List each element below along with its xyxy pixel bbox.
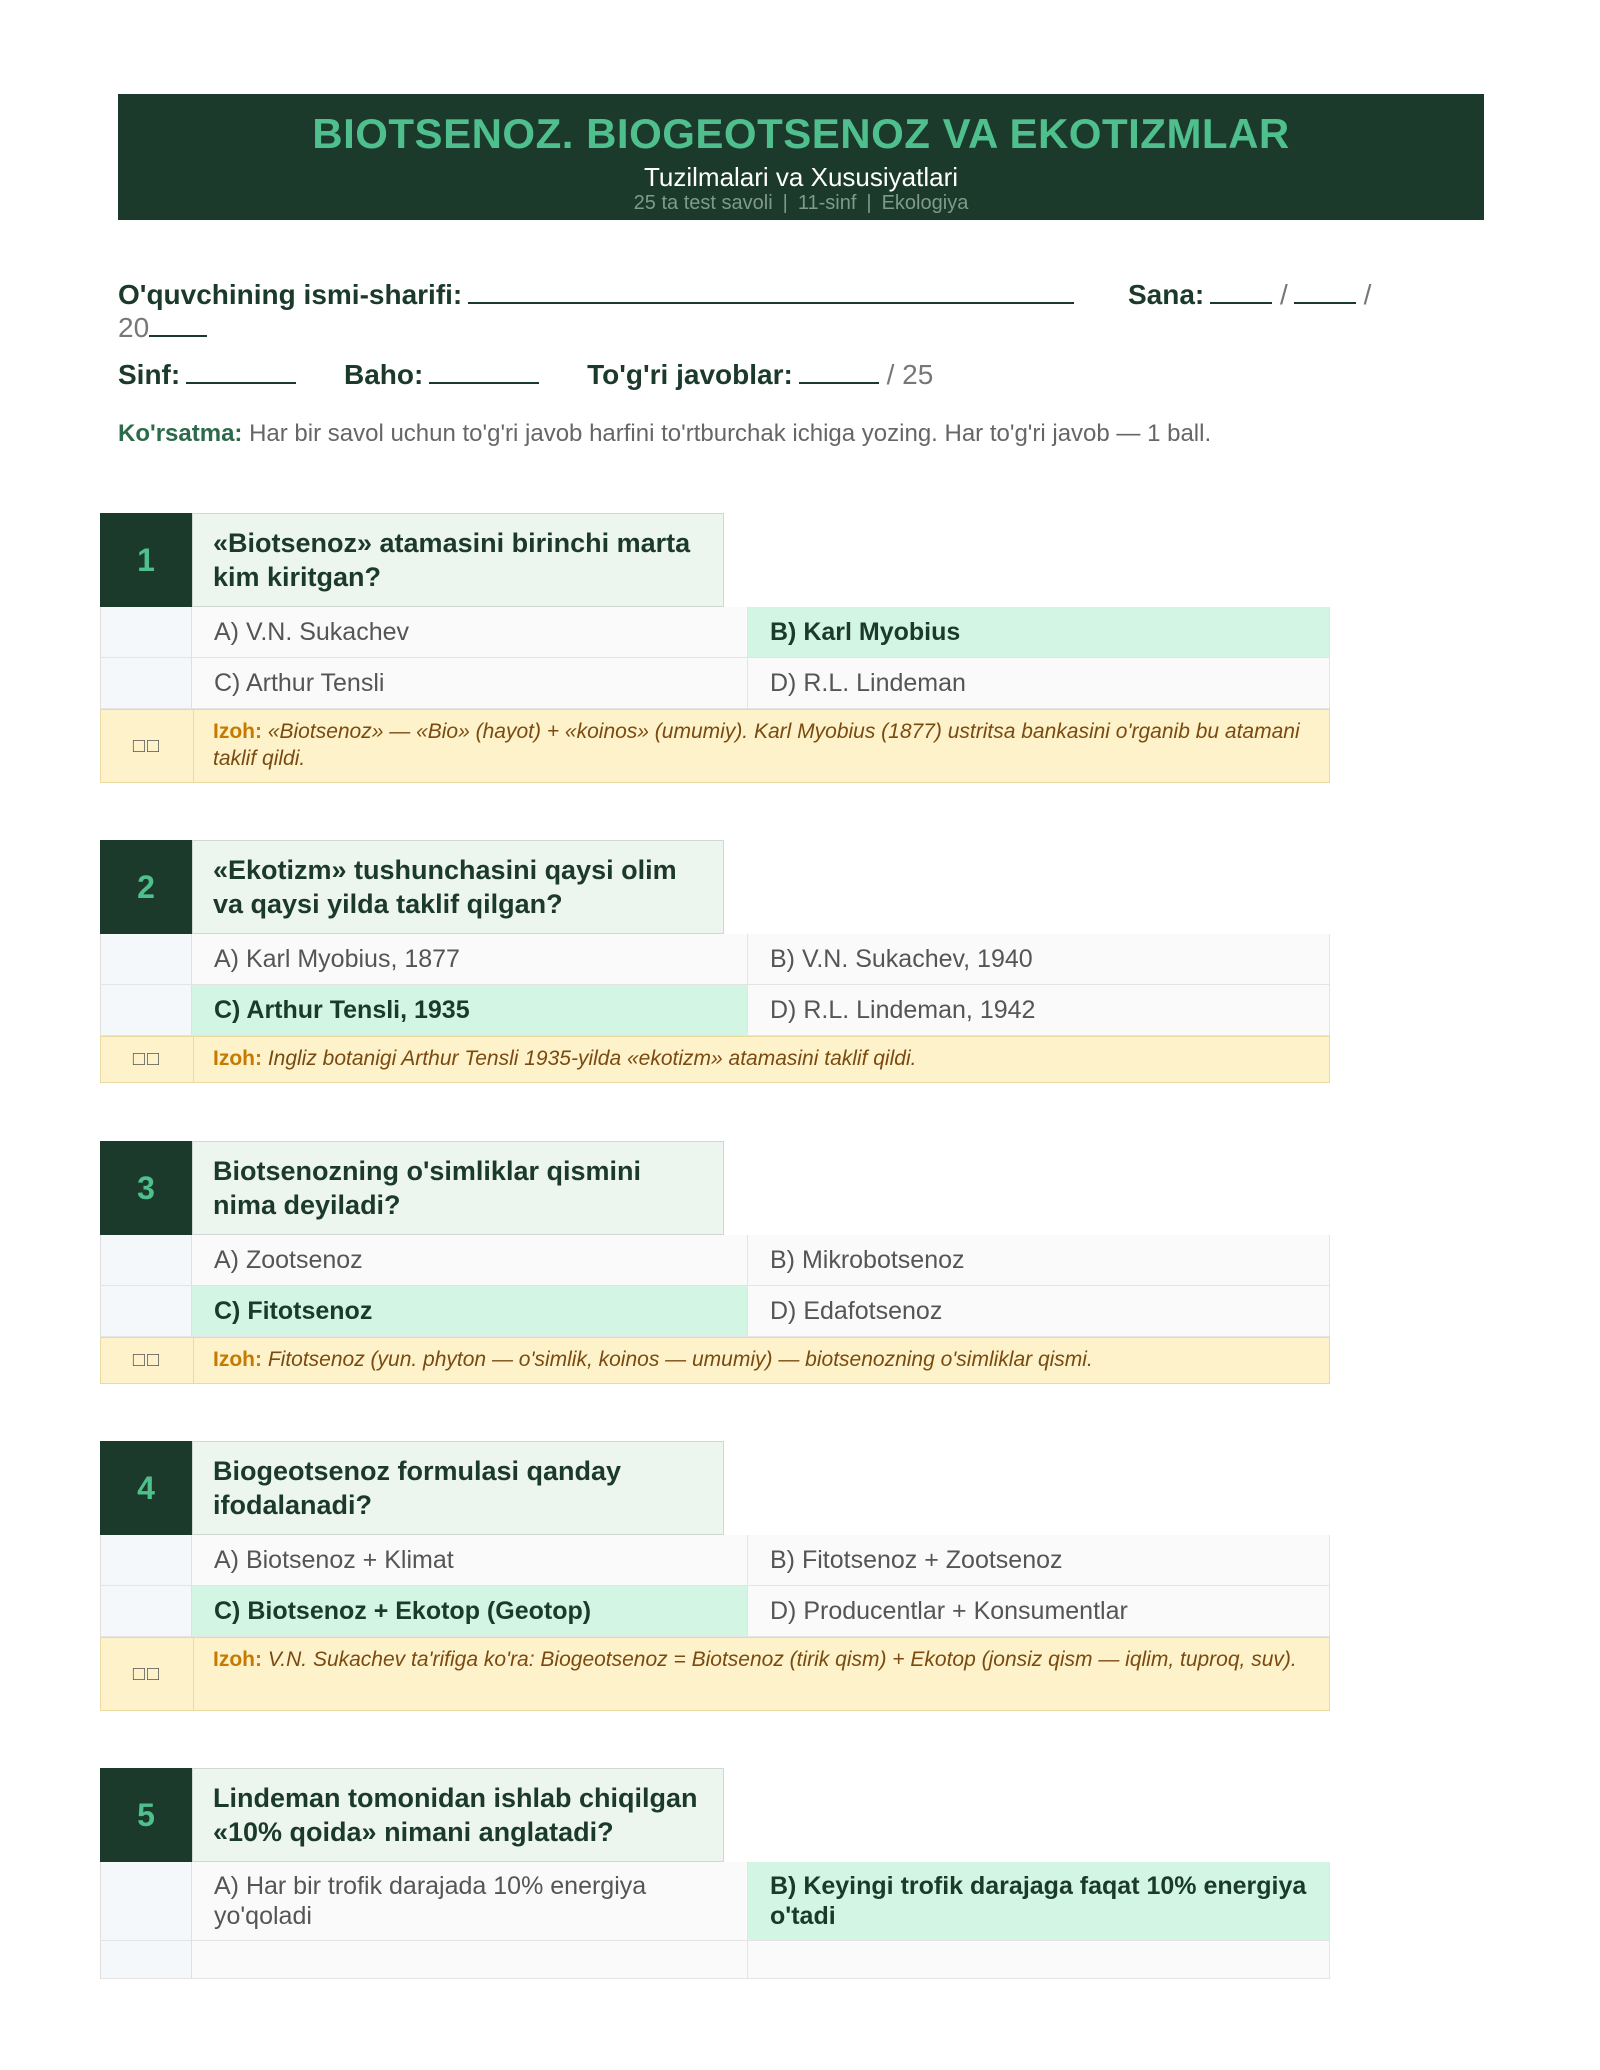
row-gutter — [100, 1941, 192, 1978]
explanation-note — [100, 709, 1330, 783]
option-b-correct[interactable]: B) Keyingi trofik darajaga faqat 10% energiya o'tadi — [748, 1862, 1330, 1940]
row-gutter — [100, 985, 192, 1035]
option-b[interactable]: B) V.N. Sukachev, 1940 — [748, 934, 1330, 984]
year-prefix: 20 — [118, 312, 150, 343]
note-label: Izoh: — [213, 1648, 262, 1671]
note-text-wrap — [193, 1638, 1329, 1681]
explanation-note — [100, 1637, 1330, 1711]
options-table — [100, 607, 1330, 783]
date-year-field[interactable] — [149, 313, 207, 337]
option-c-correct[interactable]: C) Biotsenoz + Ekotop (Geotop) — [192, 1586, 748, 1636]
note-label: Izoh: — [213, 1047, 262, 1070]
meta-subject: Ekologiya — [881, 192, 969, 214]
options-row — [100, 1286, 1330, 1337]
options-row — [100, 607, 1330, 658]
row-gutter — [100, 658, 192, 708]
option-d[interactable]: D) R.L. Lindeman — [748, 658, 1330, 708]
option-c[interactable] — [192, 1941, 748, 1978]
options-table — [100, 1862, 1330, 1979]
option-d[interactable] — [748, 1941, 1330, 1978]
options-row — [100, 1586, 1330, 1637]
grade-field[interactable] — [429, 358, 539, 384]
answer-box[interactable]: □□ — [101, 1037, 194, 1082]
option-a[interactable]: A) Zootsenoz — [192, 1235, 748, 1285]
instruction-text: Har bir savol uchun to'g'ri javob harfini to'rtburchak ichiga yozing. Har to'g'ri javob — 1 ball. — [249, 420, 1212, 447]
explanation-note — [100, 1036, 1330, 1083]
row-gutter — [100, 1862, 192, 1940]
options-table — [100, 934, 1330, 1083]
explanation-note — [100, 1337, 1330, 1384]
question-number: 4 — [100, 1441, 192, 1535]
option-b[interactable]: B) Mikrobotsenoz — [748, 1235, 1330, 1285]
date-month-field[interactable] — [1294, 278, 1356, 304]
instruction-label: Ko'rsatma: — [118, 420, 243, 447]
correct-answers-field[interactable] — [799, 358, 879, 384]
question-text: «Ekotizm» tushunchasini qaysi olim va qaysi yilda taklif qilgan? — [192, 840, 724, 934]
option-a[interactable]: A) Biotsenoz + Klimat — [192, 1535, 748, 1585]
question-number: 2 — [100, 840, 192, 934]
class-label: Sinf: — [118, 359, 181, 390]
row-gutter — [100, 1286, 192, 1336]
options-row — [100, 1535, 1330, 1586]
meta-separator: | — [782, 192, 788, 214]
name-field[interactable] — [468, 278, 1074, 304]
option-a[interactable]: A) Har bir trofik darajada 10% energiya yo'qoladi — [192, 1862, 748, 1940]
date-row — [1128, 278, 1371, 311]
meta-separator: | — [866, 192, 872, 214]
correct-answers-total: / 25 — [886, 359, 934, 390]
meta-grade: 11-sinf — [797, 192, 857, 214]
date-day-field[interactable] — [1210, 278, 1272, 304]
options-table — [100, 1235, 1330, 1384]
note-text: Fitotsenoz (yun. phyton — o'simlik, koinos — umumiy) — biotsenozning o'simliklar qismi. — [267, 1348, 1093, 1371]
name-label: O'quvchining ismi-sharifi: — [118, 279, 463, 310]
question-number: 3 — [100, 1141, 192, 1235]
note-label: Izoh: — [213, 1348, 262, 1371]
note-text-wrap — [193, 710, 1329, 780]
option-c-correct[interactable]: C) Arthur Tensli, 1935 — [192, 985, 748, 1035]
row-gutter — [100, 1235, 192, 1285]
options-row — [100, 1862, 1330, 1941]
date-label: Sana: — [1128, 279, 1205, 310]
meta-question-count: 25 ta test savoli — [633, 192, 773, 214]
options-row — [100, 658, 1330, 709]
options-table — [100, 1535, 1330, 1711]
question-number: 5 — [100, 1768, 192, 1862]
header-banner — [118, 94, 1484, 220]
option-b-correct[interactable]: B) Karl Myobius — [748, 607, 1330, 657]
name-row — [118, 278, 1074, 311]
class-field[interactable] — [186, 358, 296, 384]
row-gutter — [100, 1586, 192, 1636]
row-gutter — [100, 607, 192, 657]
option-d[interactable]: D) Edafotsenoz — [748, 1286, 1330, 1336]
options-row — [100, 1941, 1330, 1979]
row-gutter — [100, 934, 192, 984]
question-text: Biotsenozning o'simliklar qismini nima deyiladi? — [192, 1141, 724, 1235]
note-text-wrap — [193, 1338, 1329, 1381]
options-row — [100, 985, 1330, 1036]
grade-label: Baho: — [344, 359, 424, 390]
question-text: «Biotsenoz» atamasini birinchi marta kim kiritgan? — [192, 513, 724, 607]
option-d[interactable]: D) R.L. Lindeman, 1942 — [748, 985, 1330, 1035]
question-text: Biogeotsenoz formulasi qanday ifodalanadi? — [192, 1441, 724, 1535]
option-a[interactable]: A) Karl Myobius, 1877 — [192, 934, 748, 984]
date-slash: / — [1280, 279, 1288, 310]
date-slash: / — [1363, 279, 1372, 310]
page-title: BIOTSENOZ. BIOGEOTSENOZ VA EKOTIZMLAR — [312, 110, 1290, 157]
instruction-line — [118, 420, 1211, 448]
option-c-correct[interactable]: C) Fitotsenoz — [192, 1286, 748, 1336]
question-number: 1 — [100, 513, 192, 607]
correct-answers-label: To'g'ri javoblar: — [587, 359, 793, 390]
note-text-wrap — [193, 1037, 1329, 1080]
note-text: Ingliz botanigi Arthur Tensli 1935-yilda «ekotizm» atamasini taklif qildi. — [267, 1047, 917, 1070]
date-year-row — [118, 312, 207, 344]
answer-box[interactable]: □□ — [101, 1338, 194, 1383]
note-text: «Biotsenoz» — «Bio» (hayot) + «koinos» (umumiy). Karl Myobius (1877) ustritsa bankasini o'rganib bu atamani taklif qildi. — [213, 720, 1300, 770]
options-row — [100, 1235, 1330, 1286]
question-text: Lindeman tomonidan ishlab chiqilgan «10% qoida» nimani anglatadi? — [192, 1768, 724, 1862]
option-b[interactable]: B) Fitotsenoz + Zootsenoz — [748, 1535, 1330, 1585]
options-row — [100, 934, 1330, 985]
note-label: Izoh: — [213, 720, 262, 743]
option-c[interactable]: C) Arthur Tensli — [192, 658, 748, 708]
answer-box[interactable]: □□ — [101, 1638, 194, 1710]
page-meta — [118, 192, 1484, 214]
option-d[interactable]: D) Producentlar + Konsumentlar — [748, 1586, 1330, 1636]
row-gutter — [100, 1535, 192, 1585]
note-text: V.N. Sukachev ta'rifiga ko'ra: Biogeotsenoz = Biotsenoz (tirik qism) + Ekotop (jonsiz qism — iqlim, tuproq, suv). — [267, 1648, 1297, 1671]
option-a[interactable]: A) V.N. Sukachev — [192, 607, 748, 657]
answer-box[interactable]: □□ — [101, 710, 194, 782]
page-subtitle: Tuzilmalari va Xususiyatlari — [643, 162, 959, 192]
class-grade-row — [118, 358, 973, 391]
